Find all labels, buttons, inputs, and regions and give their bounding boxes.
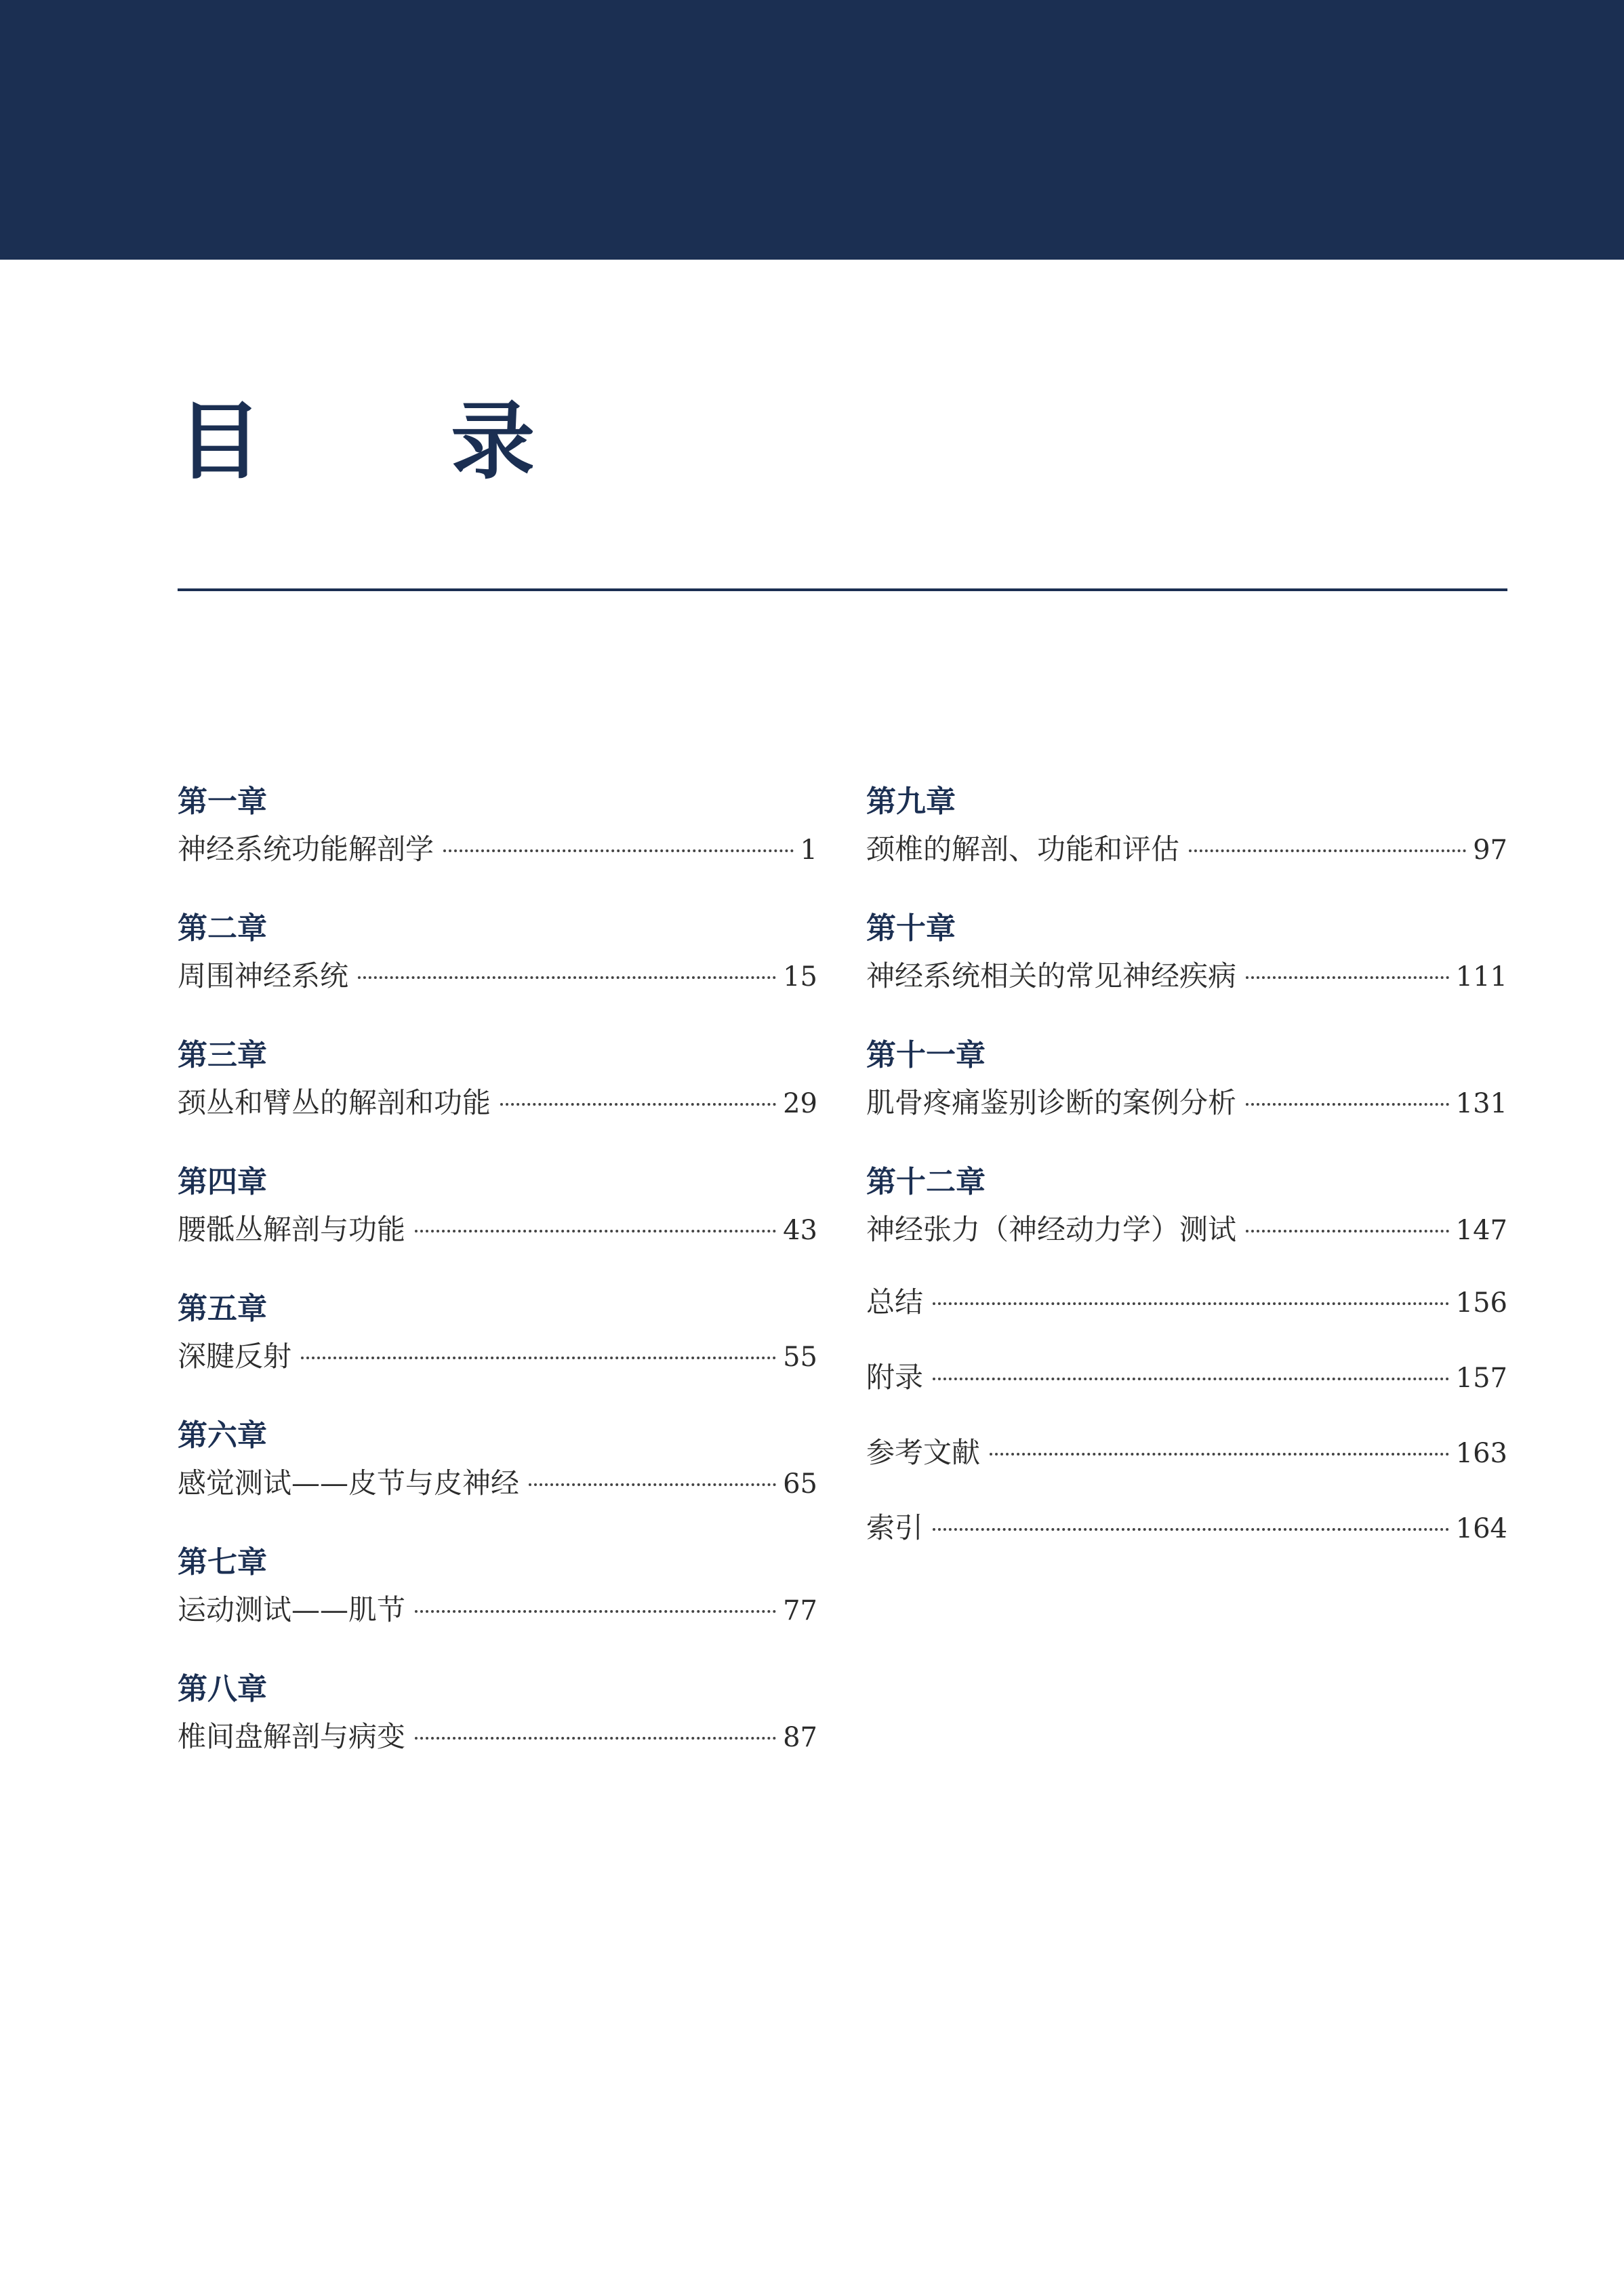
chapter-label: 第三章 (178, 1038, 267, 1072)
page-title: 目 录 (178, 393, 615, 491)
chapter-label: 第六章 (178, 1418, 267, 1453)
toc-chapter (178, 1666, 817, 1792)
toc-chapter (866, 1032, 1507, 1159)
chapter-label: 第八章 (178, 1672, 267, 1706)
dot-leader (990, 1453, 1449, 1456)
entry-title: 肌骨疼痛鉴别诊断的案例分析 (866, 1086, 1237, 1119)
entry-title: 神经张力（神经动力学）测试 (866, 1213, 1237, 1246)
page-number: 97 (1473, 835, 1507, 866)
page-number: 111 (1455, 961, 1507, 992)
chapter-label: 第七章 (178, 1545, 267, 1580)
toc-entry[interactable] (178, 1206, 817, 1254)
entry-title: 神经系统功能解剖学 (178, 833, 434, 866)
header-band (0, 0, 1624, 260)
chapter-label: 第十一章 (866, 1038, 986, 1072)
chapter-label: 第五章 (178, 1291, 267, 1326)
entry-title: 感觉测试——皮节与皮神经 (178, 1466, 520, 1500)
entry-title: 运动测试——肌节 (178, 1593, 406, 1626)
dot-leader (933, 1302, 1449, 1305)
toc-chapter (178, 1159, 817, 1285)
page-number: 29 (783, 1088, 817, 1119)
entry-title: 总结 (866, 1285, 924, 1319)
page-number: 131 (1455, 1088, 1507, 1119)
toc-chapter (178, 1539, 817, 1666)
toc-entry[interactable] (178, 952, 817, 1001)
dot-leader (415, 1610, 776, 1613)
toc-entry[interactable] (178, 826, 817, 874)
toc-left-column (178, 778, 817, 1792)
toc-right-column (866, 778, 1507, 1580)
toc-chapter (866, 905, 1507, 1032)
toc-entry-index[interactable] (866, 1504, 1507, 1580)
toc-entry[interactable] (178, 1460, 817, 1508)
dot-leader (933, 1378, 1449, 1380)
chapter-label: 第一章 (178, 784, 267, 819)
dot-leader (358, 976, 776, 979)
page-number: 77 (783, 1595, 817, 1626)
page-number: 164 (1455, 1513, 1507, 1544)
dot-leader (500, 1103, 776, 1106)
page-number: 157 (1455, 1363, 1507, 1394)
entry-title: 腰骶丛解剖与功能 (178, 1213, 406, 1246)
page-number: 87 (783, 1722, 817, 1753)
toc-chapter (178, 778, 817, 905)
dot-leader (301, 1357, 776, 1359)
page-number: 65 (783, 1468, 817, 1500)
page-number: 1 (800, 835, 817, 866)
dot-leader (443, 849, 794, 852)
toc-entry[interactable] (866, 826, 1507, 874)
page-number: 15 (783, 961, 817, 992)
entry-title: 深腱反射 (178, 1340, 292, 1373)
page-number: 43 (783, 1215, 817, 1246)
toc-entry[interactable] (178, 1079, 817, 1127)
toc-entry[interactable] (866, 952, 1507, 1001)
entry-title: 周围神经系统 (178, 959, 349, 992)
toc-entry[interactable] (866, 1079, 1507, 1127)
page-number: 156 (1455, 1287, 1507, 1319)
entry-title: 颈椎的解剖、功能和评估 (866, 833, 1180, 866)
dot-leader (415, 1230, 776, 1232)
toc-entry-references[interactable] (866, 1429, 1507, 1504)
chapter-label: 第四章 (178, 1165, 267, 1199)
page-number: 55 (783, 1342, 817, 1373)
dot-leader (933, 1528, 1449, 1531)
toc-chapter (178, 1285, 817, 1412)
entry-title: 颈丛和臂丛的解剖和功能 (178, 1086, 491, 1119)
toc-entry[interactable] (178, 1586, 817, 1635)
entry-title: 索引 (866, 1511, 924, 1544)
toc-chapter (866, 1159, 1507, 1279)
title-divider (178, 588, 1507, 591)
toc-chapter (178, 1032, 817, 1159)
chapter-label: 第二章 (178, 911, 267, 946)
toc-entry-summary[interactable] (866, 1279, 1507, 1354)
dot-leader (415, 1737, 776, 1740)
entry-title: 椎间盘解剖与病变 (178, 1720, 406, 1753)
toc-entry-appendix[interactable] (866, 1354, 1507, 1429)
chapter-label: 第九章 (866, 784, 956, 819)
entry-title: 神经系统相关的常见神经疾病 (866, 959, 1237, 992)
page-number: 163 (1455, 1438, 1507, 1469)
chapter-label: 第十二章 (866, 1165, 986, 1199)
toc-entry[interactable] (866, 1206, 1507, 1254)
page-number: 147 (1455, 1215, 1507, 1246)
dot-leader (1189, 849, 1466, 852)
toc-entry[interactable] (178, 1333, 817, 1381)
dot-leader (1246, 1230, 1449, 1232)
toc-chapter (178, 905, 817, 1032)
toc-chapter (178, 1412, 817, 1539)
entry-title: 参考文献 (866, 1436, 981, 1469)
dot-leader (1246, 1103, 1449, 1106)
chapter-label: 第十章 (866, 911, 956, 946)
entry-title: 附录 (866, 1361, 924, 1394)
toc-entry[interactable] (178, 1713, 817, 1761)
dot-leader (1246, 976, 1449, 979)
toc-chapter (866, 778, 1507, 905)
dot-leader (529, 1483, 776, 1486)
